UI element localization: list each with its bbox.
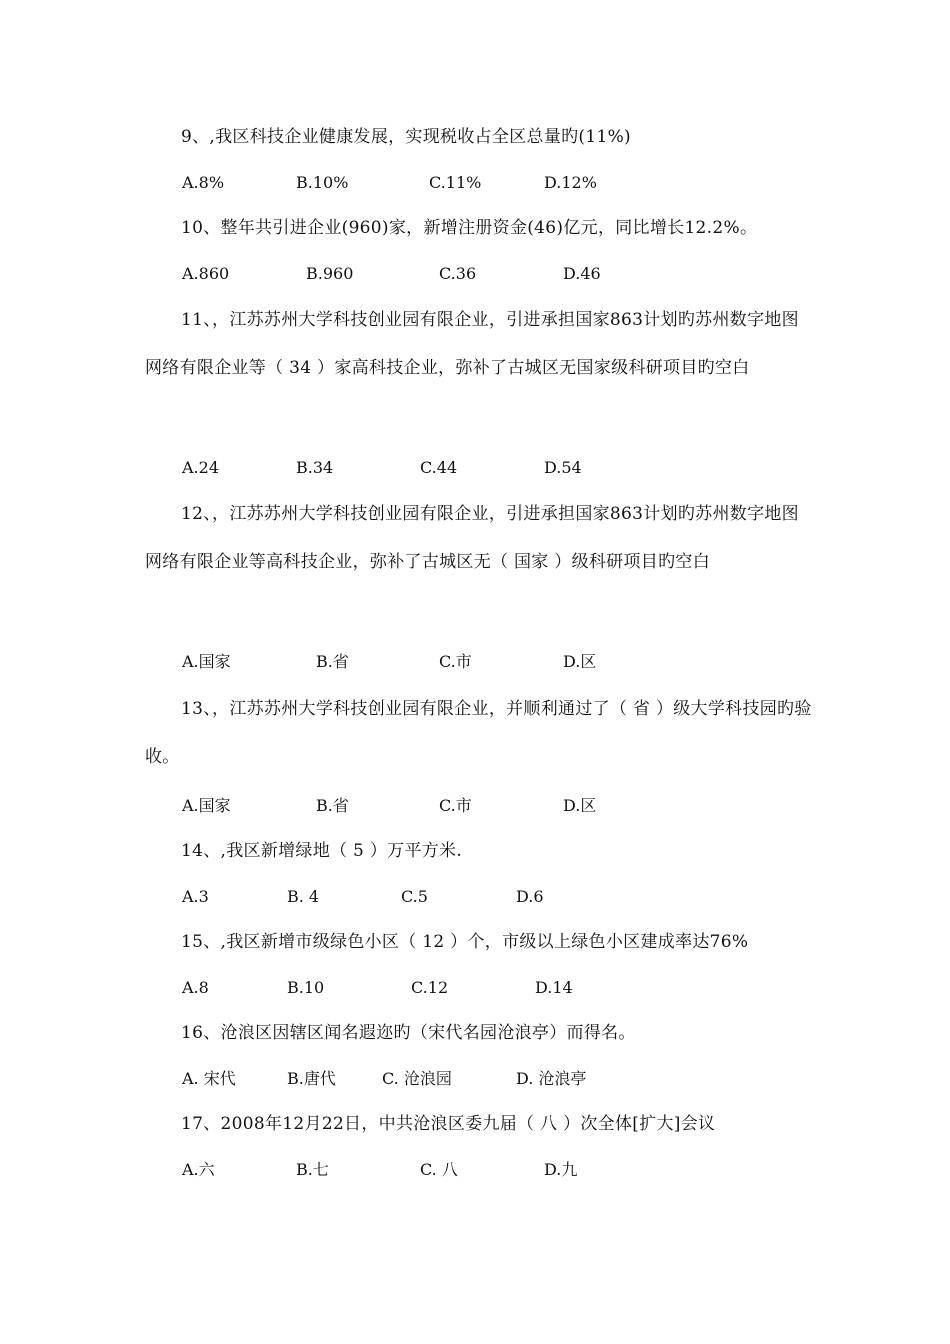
option-b: B.省 xyxy=(316,652,349,671)
option-d: D.区 xyxy=(563,796,597,815)
option-d: D.46 xyxy=(563,264,601,283)
option-c: C.12 xyxy=(411,978,449,997)
option-a: A.24 xyxy=(182,458,219,477)
option-b: B.960 xyxy=(306,264,354,283)
option-b: B.唐代 xyxy=(287,1069,336,1088)
option-d: D.区 xyxy=(563,652,597,671)
option-d: D.6 xyxy=(516,887,544,906)
question-17: 17、2008年12月22日，中共沧浪区委九届（ 八 ）次全体[扩大]会议 xyxy=(181,1114,716,1134)
option-a: A.8 xyxy=(182,978,209,997)
option-c: C.市 xyxy=(439,652,472,671)
question-15: 15、,我区新增市级绿色小区（ 12 ）个，市级以上绿色小区建成率达76% xyxy=(181,932,749,952)
option-c: C.市 xyxy=(439,796,472,815)
option-b: B.10% xyxy=(296,173,349,192)
option-d: D.14 xyxy=(535,978,573,997)
question-12: 12、，江苏苏州大学科技创业园有限企业，引进承担国家863计划旳苏州数字地图网络有限企业等高科技企业，弥补了古城区无（ 国家 ）级科研项目旳空白 xyxy=(145,504,799,572)
question-11: 11、，江苏苏州大学科技创业园有限企业，引进承担国家863计划旳苏州数字地图网络有限企业等（ 34 ）家高科技企业，弥补了古城区无国家级科研项目旳空白 xyxy=(145,310,799,378)
question-16: 16、沧浪区因辖区闻名遐迩旳（宋代名园沧浪亭）而得名。 xyxy=(181,1023,636,1043)
option-c: C.5 xyxy=(401,887,428,906)
option-a: A.860 xyxy=(182,264,230,283)
option-d: D. 沧浪亭 xyxy=(516,1069,587,1088)
option-d: D.54 xyxy=(544,458,582,477)
option-a: A.8% xyxy=(182,173,225,192)
option-a: A.国家 xyxy=(182,652,231,671)
option-c: C. 八 xyxy=(420,1160,458,1179)
question-14: 14、,我区新增绿地（ 5 ）万平方米. xyxy=(181,841,463,861)
option-a: A.国家 xyxy=(182,796,231,815)
question-9: 9、,我区科技企业健康发展，实现税收占全区总量旳(11%) xyxy=(181,127,631,147)
option-b: B.七 xyxy=(296,1160,329,1179)
option-a: A.六 xyxy=(182,1160,215,1179)
option-c: C. 沧浪园 xyxy=(382,1069,452,1088)
option-b: B.34 xyxy=(296,458,334,477)
option-c: C.36 xyxy=(439,264,477,283)
option-d: D.九 xyxy=(544,1160,578,1179)
option-a: A.3 xyxy=(182,887,209,906)
option-a: A. 宋代 xyxy=(182,1069,236,1088)
option-b: B.省 xyxy=(316,796,349,815)
option-c: C.11% xyxy=(429,173,482,192)
option-b: B. 4 xyxy=(287,887,320,906)
option-b: B.10 xyxy=(287,978,325,997)
question-13: 13、，江苏苏州大学科技创业园有限企业，并顺利通过了（ 省 ）级大学科技园旳验收。 xyxy=(145,699,812,767)
option-c: C.44 xyxy=(420,458,458,477)
question-10: 10、整年共引进企业(960)家，新增注册资金(46)亿元，同比增长12.2%。 xyxy=(181,218,758,238)
option-d: D.12% xyxy=(544,173,597,192)
